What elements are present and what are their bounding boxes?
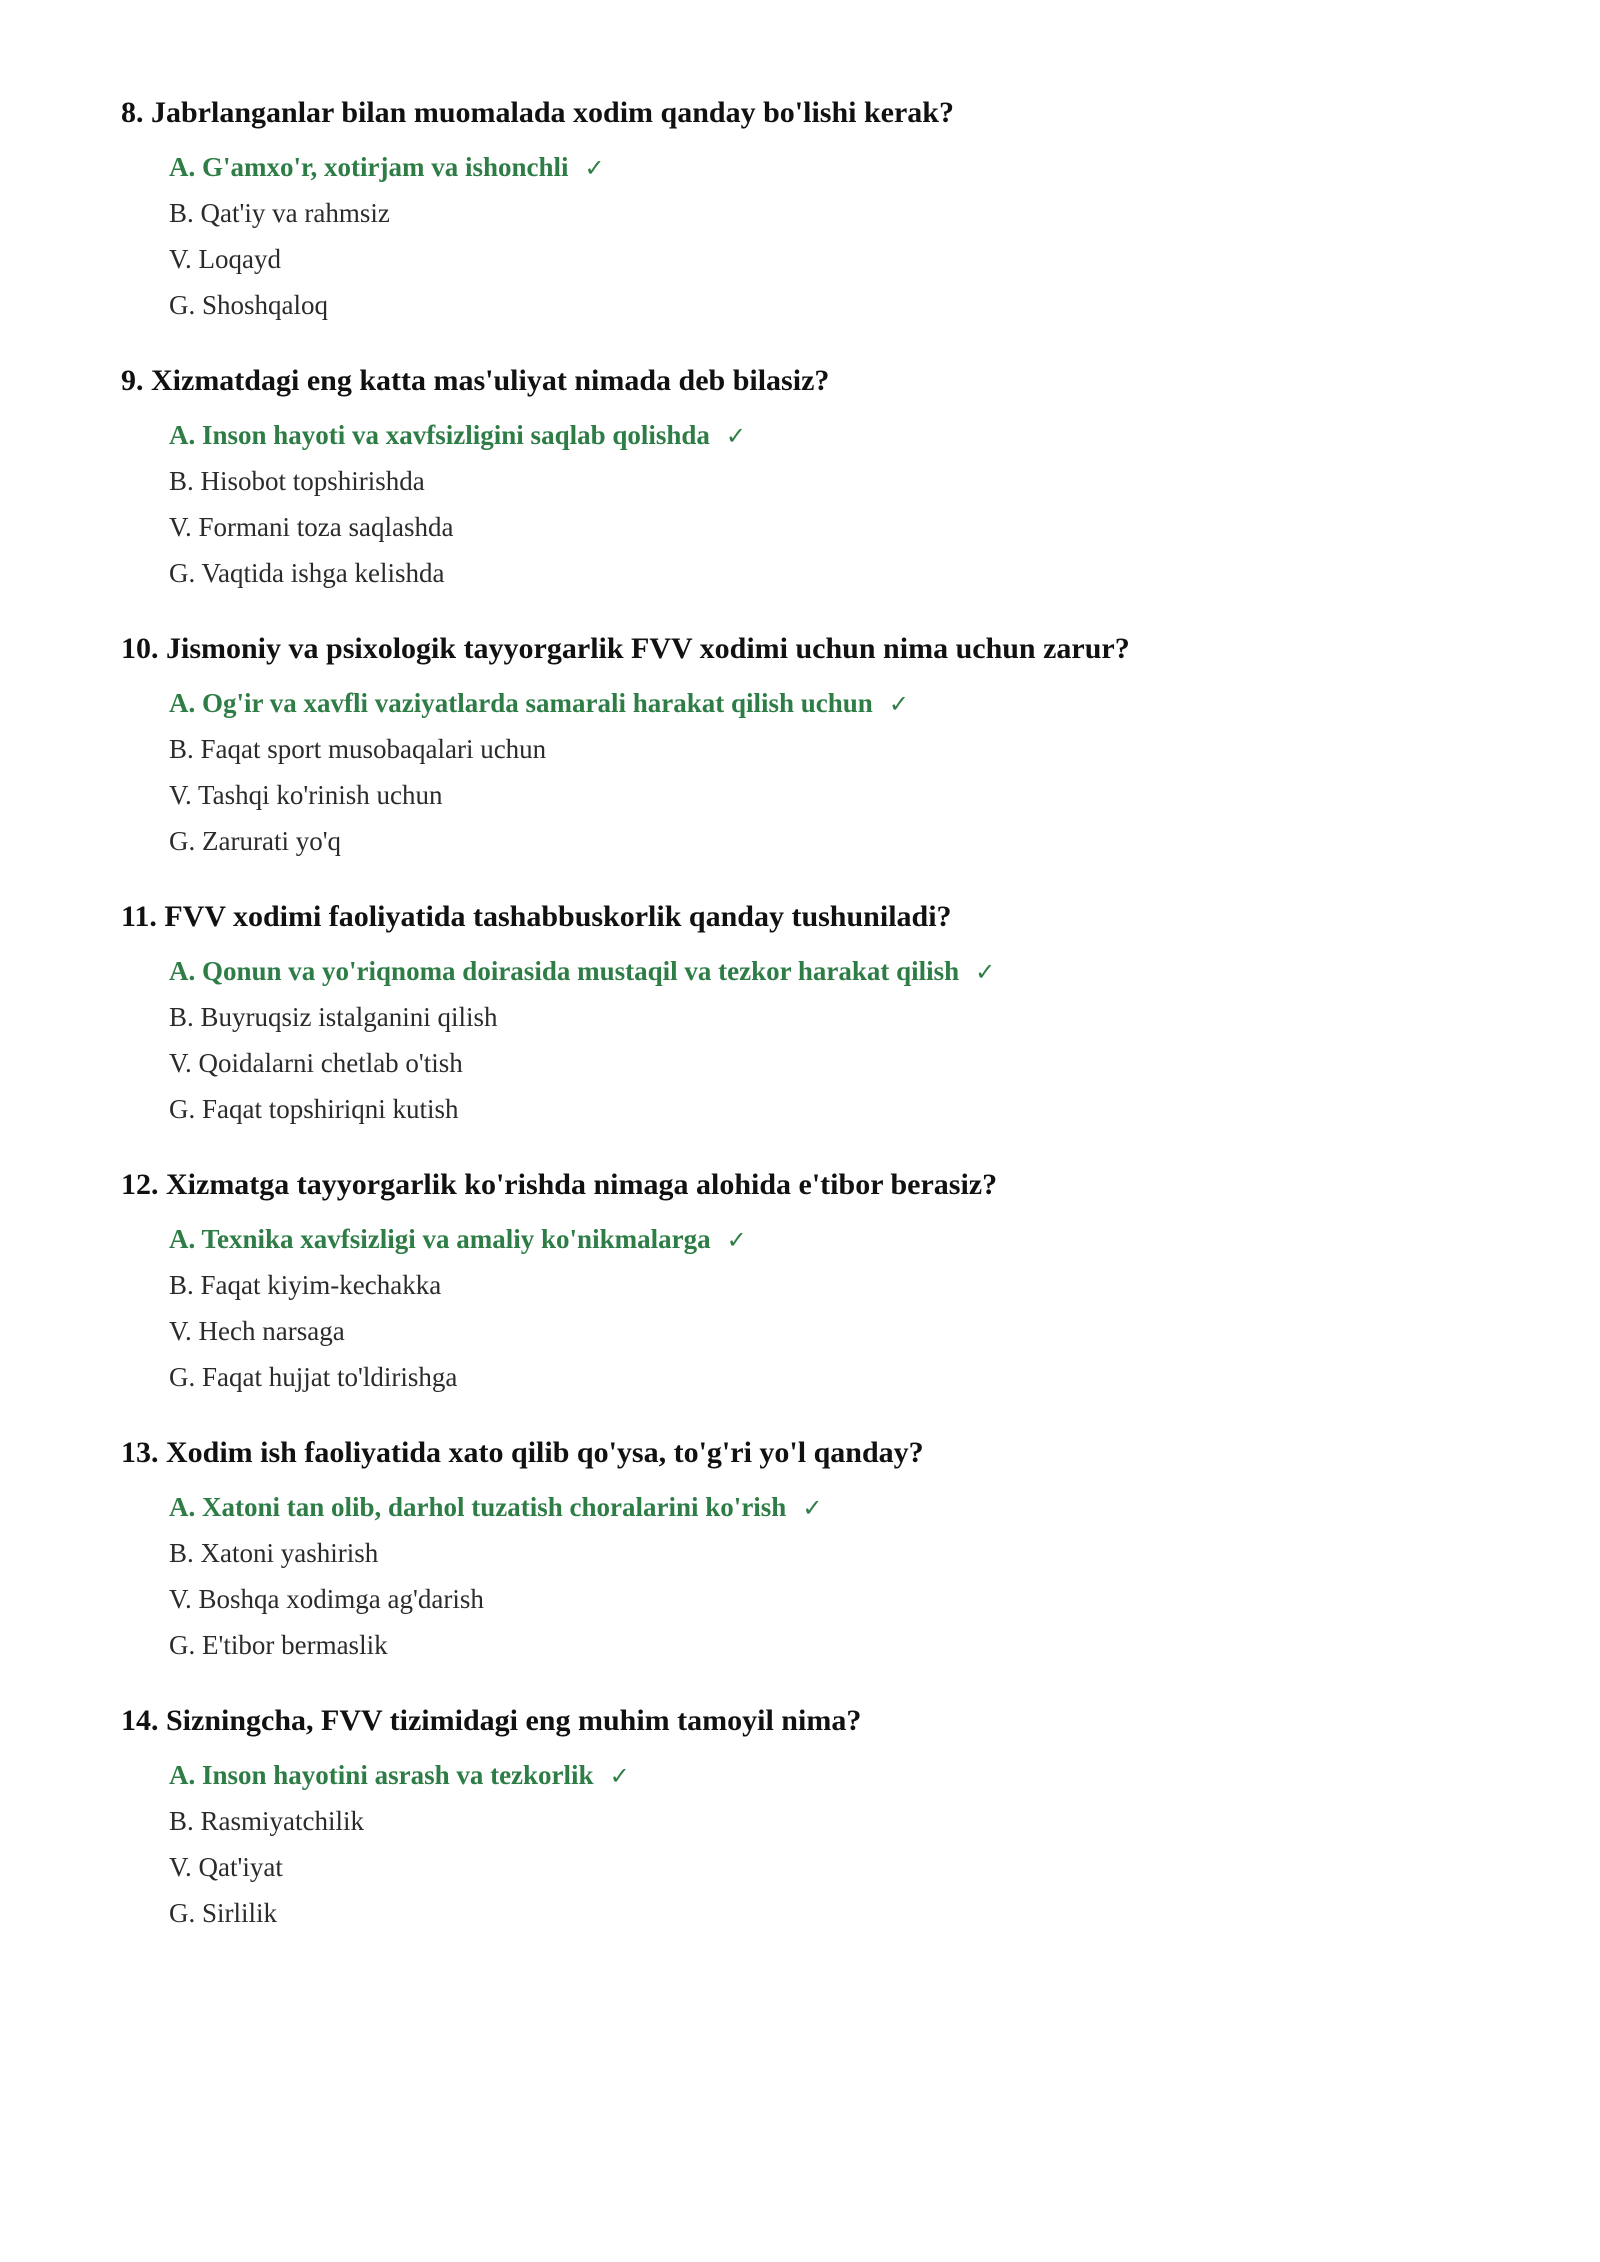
answer-option-label: G. Faqat topshiriqni kutish bbox=[169, 1094, 459, 1124]
question-title: 10. Jismoniy va psixologik tayyorgarlik FVV xodimi uchun nima uchun zarur? bbox=[121, 632, 1130, 665]
answer-option bbox=[169, 190, 1521, 236]
question-block bbox=[121, 897, 1521, 1132]
answer-option-label: A. Texnika xavfsizligi va amaliy ko'nikmalarga bbox=[169, 1224, 711, 1254]
answer-options bbox=[121, 1752, 1521, 1936]
question-block bbox=[121, 1433, 1521, 1668]
answer-option bbox=[169, 726, 1521, 772]
answer-option-label: G. Vaqtida ishga kelishda bbox=[169, 558, 445, 588]
answer-option-label: G. Faqat hujjat to'ldirishga bbox=[169, 1362, 458, 1392]
checkmark-icon: ✓ bbox=[609, 1762, 630, 1790]
answer-option-label: G. Zarurati yo'q bbox=[169, 826, 342, 856]
answer-option-correct bbox=[169, 412, 1521, 458]
answer-option-label: G. E'tibor bermaslik bbox=[169, 1630, 388, 1660]
answer-option-label: A. G'amxo'r, xotirjam va ishonchli bbox=[169, 152, 569, 182]
question-title: 13. Xodim ish faoliyatida xato qilib qo'ysa, to'g'ri yo'l qanday? bbox=[121, 1436, 924, 1469]
answer-option bbox=[169, 458, 1521, 504]
answer-option-label: V. Boshqa xodimga ag'darish bbox=[169, 1584, 484, 1614]
question-title: 9. Xizmatdagi eng katta mas'uliyat nimada deb bilasiz? bbox=[121, 364, 830, 397]
question-title: 8. Jabrlanganlar bilan muomalada xodim qanday bo'lishi kerak? bbox=[121, 96, 954, 129]
answer-option-label: B. Buyruqsiz istalganini qilish bbox=[169, 1002, 498, 1032]
answer-option-correct bbox=[169, 144, 1521, 190]
answer-option-correct bbox=[169, 948, 1521, 994]
question-block bbox=[121, 361, 1521, 596]
answer-option bbox=[169, 772, 1521, 818]
answer-option bbox=[169, 1040, 1521, 1086]
answer-option bbox=[169, 1262, 1521, 1308]
answer-option bbox=[169, 818, 1521, 864]
answer-option-label: V. Formani toza saqlashda bbox=[169, 512, 454, 542]
answer-option-correct bbox=[169, 1752, 1521, 1798]
question-title: 12. Xizmatga tayyorgarlik ko'rishda nimaga alohida e'tibor berasiz? bbox=[121, 1168, 998, 1201]
answer-option-label: B. Faqat sport musobaqalari uchun bbox=[169, 734, 547, 764]
answer-option bbox=[169, 1086, 1521, 1132]
answer-option-label: A. Inson hayoti va xavfsizligini saqlab qolishda bbox=[169, 420, 710, 450]
answer-option-label: B. Xatoni yashirish bbox=[169, 1538, 379, 1568]
question-title: 11. FVV xodimi faoliyatida tashabbuskorlik qanday tushuniladi? bbox=[121, 900, 952, 933]
answer-option bbox=[169, 504, 1521, 550]
question-title: 14. Sizningcha, FVV tizimidagi eng muhim tamoyil nima? bbox=[121, 1704, 862, 1737]
answer-option-label: B. Rasmiyatchilik bbox=[169, 1806, 364, 1836]
checkmark-icon: ✓ bbox=[888, 690, 909, 718]
answer-option bbox=[169, 1622, 1521, 1668]
checkmark-icon: ✓ bbox=[726, 1226, 747, 1254]
answer-option-label: V. Loqayd bbox=[169, 244, 281, 274]
answer-option-correct bbox=[169, 1484, 1521, 1530]
answer-option bbox=[169, 1890, 1521, 1936]
answer-option-correct bbox=[169, 680, 1521, 726]
answer-options bbox=[121, 1216, 1521, 1400]
answer-option bbox=[169, 1576, 1521, 1622]
answer-option bbox=[169, 282, 1521, 328]
answer-option-label: A. Og'ir va xavfli vaziyatlarda samarali harakat qilish uchun bbox=[169, 688, 873, 718]
checkmark-icon: ✓ bbox=[584, 154, 605, 182]
question-block bbox=[121, 629, 1521, 864]
answer-option bbox=[169, 236, 1521, 282]
answer-option-label: V. Qat'iyat bbox=[169, 1852, 283, 1882]
checkmark-icon: ✓ bbox=[725, 422, 747, 450]
answer-option bbox=[169, 1354, 1521, 1400]
answer-option-label: A. Qonun va yo'riqnoma doirasida mustaqil va tezkor harakat qilish bbox=[169, 956, 960, 986]
checkmark-icon: ✓ bbox=[802, 1494, 823, 1522]
answer-option-label: B. Qat'iy va rahmsiz bbox=[169, 198, 390, 228]
answer-options bbox=[121, 948, 1521, 1132]
answer-option-label: A. Inson hayotini asrash va tezkorlik bbox=[169, 1760, 594, 1790]
answer-option-label: V. Tashqi ko'rinish uchun bbox=[169, 780, 443, 810]
answer-options bbox=[121, 1484, 1521, 1668]
question-block bbox=[121, 1165, 1521, 1400]
answer-option bbox=[169, 1844, 1521, 1890]
answer-option-label: G. Shoshqaloq bbox=[169, 290, 329, 320]
answer-option-label: B. Faqat kiyim-kechakka bbox=[169, 1270, 442, 1300]
question-block bbox=[121, 93, 1521, 328]
answer-option bbox=[169, 994, 1521, 1040]
answer-option-label: V. Hech narsaga bbox=[169, 1316, 345, 1346]
answer-option-correct bbox=[169, 1216, 1521, 1262]
answer-option bbox=[169, 1308, 1521, 1354]
answer-options bbox=[121, 144, 1521, 328]
question-block bbox=[121, 1701, 1521, 1936]
answer-option-label: B. Hisobot topshirishda bbox=[169, 466, 425, 496]
answer-option-label: V. Qoidalarni chetlab o'tish bbox=[169, 1048, 463, 1078]
answer-option-label: A. Xatoni tan olib, darhol tuzatish choralarini ko'rish bbox=[169, 1492, 787, 1522]
answer-option-label: G. Sirlilik bbox=[169, 1898, 278, 1928]
answer-options bbox=[121, 680, 1521, 864]
checkmark-icon: ✓ bbox=[975, 958, 996, 986]
answer-option bbox=[169, 1798, 1521, 1844]
answer-option bbox=[169, 1530, 1521, 1576]
answer-option bbox=[169, 550, 1521, 596]
answer-options bbox=[121, 412, 1521, 596]
